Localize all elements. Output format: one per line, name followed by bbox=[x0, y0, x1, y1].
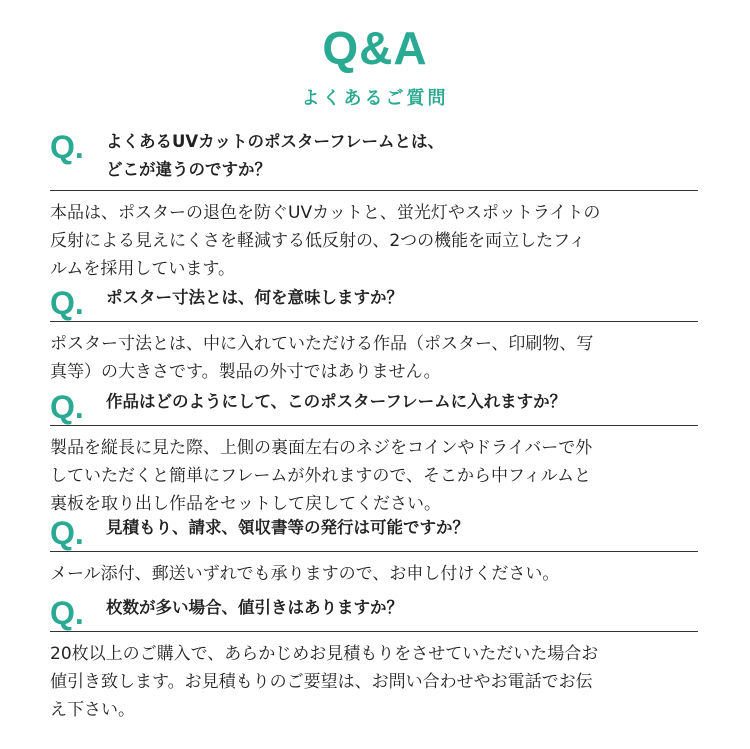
question-text: よくあるUVカットのポスターフレームとは、 どこが違うのですか？ bbox=[106, 132, 445, 179]
page-subtitle: よくあるご質問 bbox=[301, 88, 449, 109]
answer-text: ポスター寸法とは、中に入れていただける作品（ポスター、印刷物、写 真等）の大きさです。製品の外寸ではありません。 bbox=[50, 334, 594, 382]
answer-text: 本品は、ポスターの退色を防ぐUVカットと、蛍光灯やスポットライトの 反射による見えにくさを軽減する低反射の、2つの機能を両立したフィ ルムを採用しています。 bbox=[50, 203, 601, 279]
answer-text: メール添付、郵送いずれでも承りますので、お申し付けください。 bbox=[50, 564, 560, 584]
question-mark-icon: Q. bbox=[50, 595, 84, 631]
page-title: Q&A bbox=[322, 22, 428, 74]
qa-item bbox=[50, 128, 698, 283]
question-text: 枚数が多い場合、値引きはありますか？ bbox=[106, 598, 403, 617]
answer-text: 20枚以上のご購入で、あらかじめお見積もりをさせていただいた場合お 値引き致します。お見積もりのご要望は、お問い合わせやお電話でお伝 え下さい。 bbox=[50, 644, 599, 720]
question-mark-icon: Q. bbox=[50, 129, 84, 165]
question-mark-icon: Q. bbox=[50, 285, 84, 321]
qa-item bbox=[50, 514, 698, 588]
qa-item bbox=[50, 388, 698, 518]
question-text: ポスター寸法とは、何を意味しますか？ bbox=[106, 288, 403, 307]
question-row bbox=[50, 284, 698, 322]
question-row bbox=[50, 514, 698, 552]
answer-text: 製品を縦長に見た際、上側の裏面左右のネジをコインやドライバーで外 していただくと簡単にフレームが外れますので、そこから中フィルムと 裏板を取り出し作品をセットして戻してください。 bbox=[50, 438, 593, 514]
question-text: 作品はどのようにして、このポスターフレームに入れますか？ bbox=[106, 392, 567, 411]
qa-item bbox=[50, 284, 698, 386]
qa-item bbox=[50, 594, 698, 724]
question-text: 見積もり、請求、領収書等の発行は可能ですか？ bbox=[106, 518, 469, 537]
question-mark-icon: Q. bbox=[50, 389, 84, 425]
question-row bbox=[50, 388, 698, 426]
question-mark-icon: Q. bbox=[50, 515, 84, 551]
question-row bbox=[50, 128, 698, 191]
question-row bbox=[50, 594, 698, 632]
